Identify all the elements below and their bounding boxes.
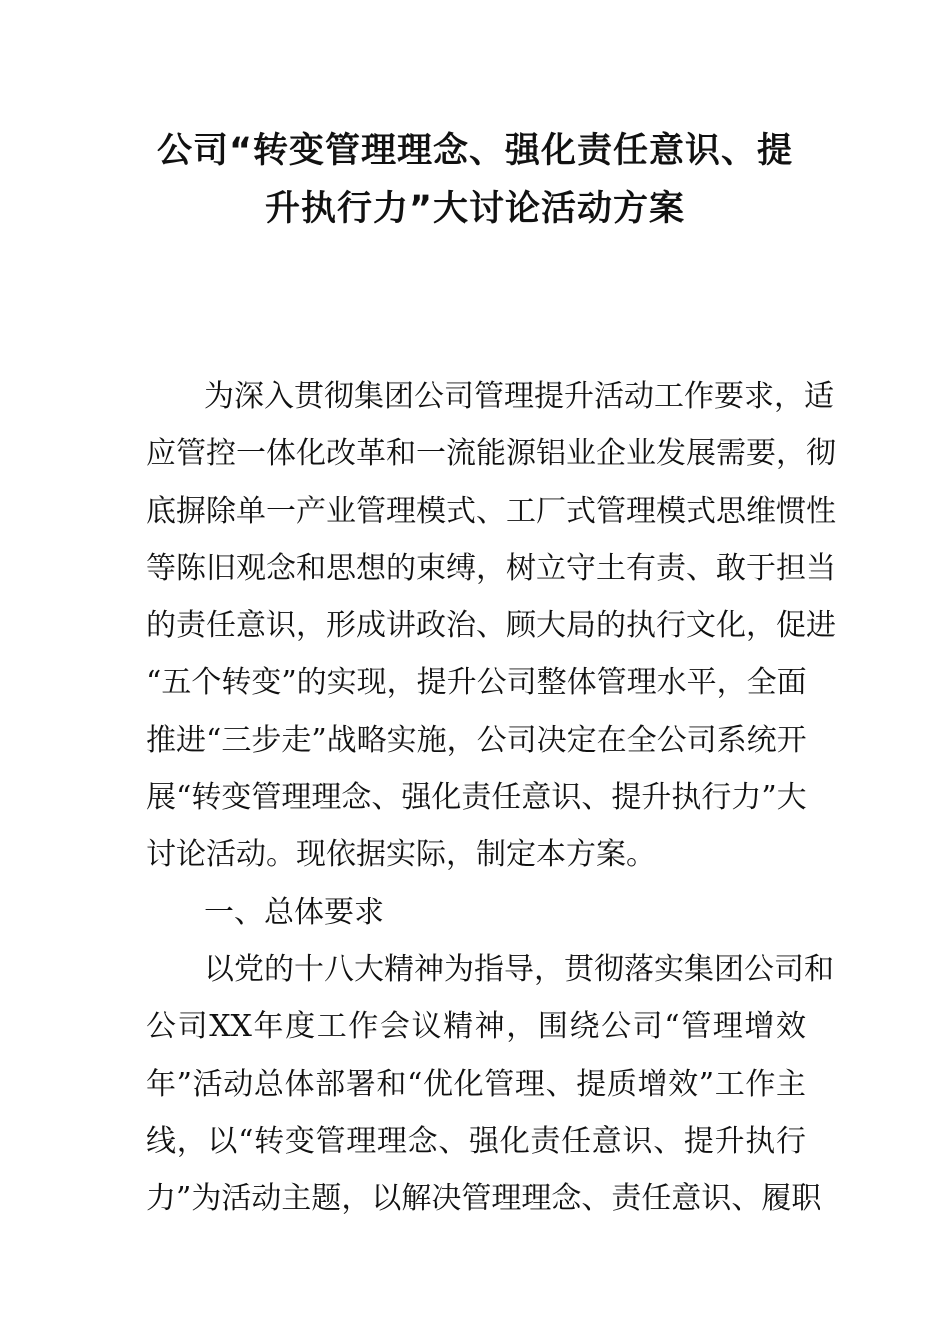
paragraph-line: 线，以“转变管理理念、强化责任意识、提升执行 — [146, 1123, 806, 1159]
title-line: 升执行力”大讨论活动方案 — [264, 189, 685, 229]
paragraph-line: 公司XX年度工作会议精神，围绕公司“管理增效 — [146, 1009, 806, 1045]
title-line: 公司“转变管理理念、强化责任意识、提 — [156, 131, 793, 171]
document-body — [146, 368, 836, 1227]
paragraph-line: 讨论活动。现依据实际，制定本方案。 — [146, 837, 656, 873]
paragraph-line: “五个转变”的实现，提升公司整体管理水平，全面 — [146, 665, 807, 701]
paragraph-requirements — [146, 941, 834, 1227]
paragraph-line: 的责任意识，形成讲政治、顾大局的执行文化，促进 — [146, 608, 836, 644]
paragraph-line: 力”为活动主题，以解决管理理念、责任意识、履职 — [146, 1181, 822, 1217]
paragraph-line: 展“转变管理理念、强化责任意识、提升执行力”大 — [146, 780, 807, 816]
paragraph-line: 以党的十八大精神为指导，贯彻落实集团公司和 — [204, 951, 834, 987]
paragraph-intro — [146, 368, 836, 884]
paragraph-line: 推进“三步走”战略实施，公司决定在全公司系统开 — [146, 722, 807, 758]
paragraph-line: 等陈旧观念和思想的束缚，树立守土有责、敢于担当 — [146, 550, 836, 586]
paragraph-line: 底摒除单一产业管理模式、工厂式管理模式思维惯性 — [146, 493, 836, 529]
paragraph-line: 应管控一体化改革和一流能源铝业企业发展需要，彻 — [146, 436, 836, 472]
paragraph-line: 为深入贯彻集团公司管理提升活动工作要求，适 — [204, 379, 834, 414]
document-title — [100, 122, 850, 238]
section-heading: 一、总体要求 — [204, 894, 384, 930]
paragraph-line: 年”活动总体部署和“优化管理、提质增效”工作主 — [146, 1066, 806, 1102]
